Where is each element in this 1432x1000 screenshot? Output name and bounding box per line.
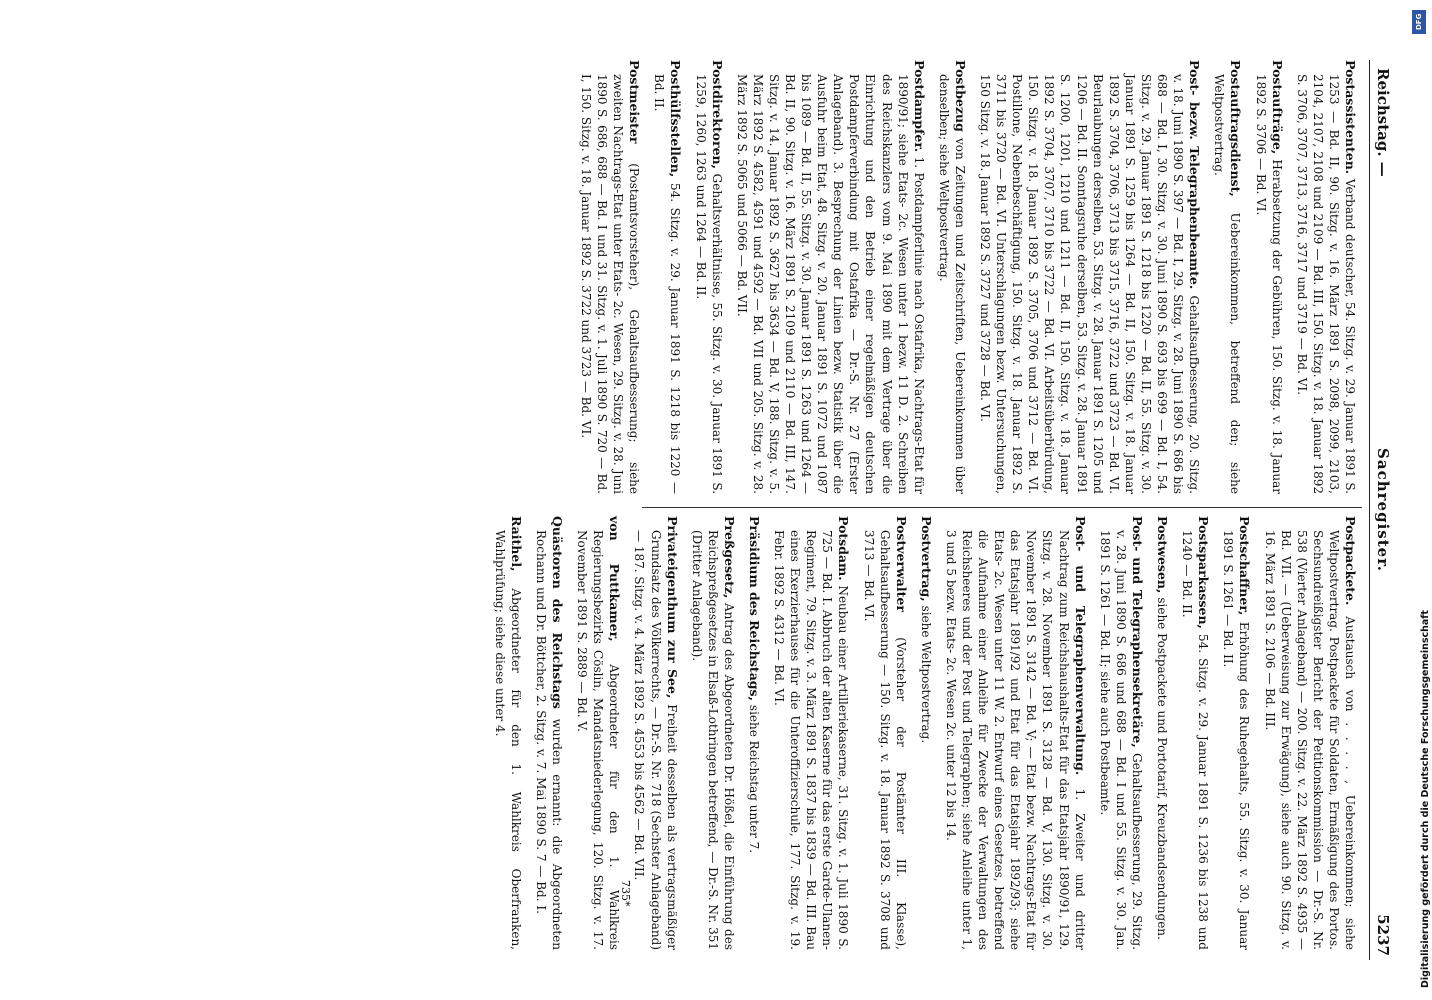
entry-heading: Postbezug [952, 60, 968, 132]
header-title: Sachregister. [1374, 448, 1392, 572]
entry-heading: Postpackete. [1343, 516, 1358, 606]
entry-text: Gehaltsverhältnisse, 55. Sitzg. v. 30. Januar 1891 S. 1259, 1260, 1263 und 1264 — Bd. II. [693, 74, 724, 495]
entry-text: siehe Postpackete und Portotarif, Kreuzbandsendungen. [1155, 597, 1170, 940]
register-entry [860, 516, 908, 950]
entry-text: Erhöhung des Ruhegehalts, 55. Sitzg. v. 30. Januar 1891 S. 1261 — Bd. II. [1221, 530, 1252, 950]
entry-text: Freiheit desselben als vertragsmäßiger Grundsatz des Völkerrechts, — Dr.-S. Nr. 718 (Sechster Anlageband) — 187. Sitzg. v. 4. März 1892 S. 4553 bis 4562 — Bd. VII. [632, 530, 679, 950]
entry-heading: Potsdam. [836, 516, 852, 581]
dfg-logo: DFG [1412, 10, 1426, 34]
entry-text: Antrag des Abgeordneten Dr. Hößel, die Einführung des Reichspreßgesetzes in Elsaß-Lothringen betreffend, — Dr.-S. Nr. 351 (Dritter Anlageband). [689, 530, 736, 950]
register-entry [631, 516, 679, 950]
entry-heading: Postvertrag, [918, 516, 934, 602]
entry-text: (Vorsteher der Postämter III. Klasse), Gehaltsaufbesserung — 150. Sitzg. v. 18. Januar 1892 S. 3708 und 3713 — Bd. VI. [861, 530, 908, 950]
entry-text: Gehaltsaufbesserung, 20. Sitzg. v. 18. Juni 1890 S. 397 — Bd. I, 29. Sitzg. v. 28. Juni 1890 S. 686 bis 688 — Bd. I, 30. Sitzg. v. 30. Juni 1890 S. 693 bis 699 — Bd. I, 54. Sitzg. v. 29. Januar 1891 S. 1218 bis 1220 — Bd. II, 55. Sitzg. v. 30. Januar 1891 S. 1259 bis 1264 — Bd. II, 150. Sitzg. v. 18. Januar 1892 S. 3704, 3706, 3713 bis 3715, 3716, 3722 und 3723 — Bd. VI. Beurlaubungen derselben, 53. Sitzg. v. 28. Januar 1891 S. 1205 und 1206 — Bd. II. Sonntagsruhe derselben, 53. Sitzg. v. 28. Januar 1891 S. 1200, 1201, 1210 und 1211 — Bd. II, 150. Sitzg. v. 18. Januar 1892 S. 3704, 3707, 3710 bis 3722 — Bd. VI. Arbeitsüberbürdung, 150. Sitzg. v. 18. Januar 1892 S. 3705, 3706 und 3712 — Bd. VI. Postillone, Nebenbeschäftigung, 150. Sitzg. v. 18. Januar 1892 S. 3711 bis 3720 — Bd. VI. Unterschlagungen bezw. Untersuchungen, 150 Sitzg. v. 18. Januar 1892 S. 3727 und 3728 — Bd. VI. [978, 74, 1202, 494]
entry-text: wurden ernannt: die Abgeordneten Rochann und Dr. Böttcher, 2. Sitzg. v. 7. Mai 1890 S. 7 — Bd. I. [533, 530, 565, 950]
register-entry [689, 516, 737, 950]
entry-heading: Postdirektoren, [709, 60, 725, 169]
left-column [569, 60, 1358, 494]
entry-heading: Postverwalter [893, 516, 909, 612]
entry-text: siehe Reichstag unter 7. [747, 704, 761, 854]
entry-heading: Postmeister [627, 60, 643, 144]
register-sheet [52, 60, 1392, 960]
entry-heading: Post- und Telegraphenverwaltung. [1072, 516, 1088, 776]
entry-text: Gehaltsaufbesserung, 29. Sitzg. v. 28. Juni 1890 S. 686 und 688 — Bd. I und 55. Sitzg. v. 30. Jan. 1891 S. 1261 — Bd. II; siehe auch Postbeamte. [1097, 530, 1144, 950]
entry-heading: von Puttkamer, [607, 516, 623, 642]
page-number: 5237 [1374, 914, 1392, 956]
entry-heading: Posthülfsstellen, [668, 60, 684, 178]
register-entry [651, 60, 683, 494]
entry-heading: Preßgesetz, [721, 516, 737, 599]
entry-heading: Postwesen, [1155, 516, 1171, 594]
entry-text: Abgeordneter für den 1. Wahlkreis Regierungsbezirks Cöslin, Mandatsniederlegung, 120. Sitzg. v. 17. November 1891 S. 2889 — Bd. V. [575, 530, 622, 950]
entry-text: Abgeordneter für den 1. Wahlkreis Oberfranken, Wahlprüfung; siehe diese unter 4. [492, 530, 523, 950]
register-entry [692, 60, 724, 494]
entry-heading: Postassistenten. [1343, 60, 1358, 175]
register-entry [936, 60, 968, 494]
header-left: Reichstag. — [1374, 68, 1392, 177]
entry-text: (Postamtsvorsteher), Gehaltsaufbesserung; siehe zweiten Nachtrags-Etat unter Etats- 2c. Wesen, 29. Sitzg. v. 28. Juni 1890 S. 686, 688 — Bd. I und 31. Sitzg. v. 1. Juli 1890 S. 720 — Bd. I, 150. Sitzg. v. 18. Januar 1892 S. 3722 und 3723 — Bd. VI. [578, 74, 642, 494]
register-entry [492, 516, 524, 950]
entry-text: Herabsetzung der Gebühren, 150. Sitzg. v. 18. Januar 1892 S. 3706 — Bd. VI. [1253, 74, 1284, 494]
column-divider [642, 507, 1362, 508]
register-entry [1252, 60, 1284, 494]
register-entry [918, 516, 934, 950]
entry-heading: Präsidium des Reichstags, [747, 516, 762, 701]
entry-text: siehe Weltpostvertrag. [918, 605, 933, 744]
entry-heading: Post- bezw. Telegraphenbeamte. [1187, 60, 1203, 290]
digitization-credit: Digitalisierung gefördert durch die Deutsche Forschungsgemeinschaft [1420, 610, 1431, 988]
register-entry [1261, 516, 1358, 950]
entry-text: 54. Sitzg. v. 29. Januar 1891 S. 1236 bis 1238 und 1240 — Bd. II. [1180, 530, 1211, 950]
register-entry [533, 516, 565, 950]
entry-heading: Privateigenthum zur See, [664, 516, 680, 699]
register-entry [943, 516, 1088, 950]
register-entry [574, 516, 622, 950]
entry-text: 1. Postdampferlinie nach Ostafrika, Nachtrags-Etat für 1890/91; siehe Etats- 2c. Wesen unter 1 bezw. 11 D. 2. Schreiben des Reichskanzlers vom 9. Mai 1890 mit dem Vertrage über die Einrichtung und den Betrieb einer regelmäßigen deutschen Postdampferverbindung mit Ostafrika — Dr.-S. Nr. 27 (Erster Anlageband). 3. Besprechung der Linien bezw. Statistik über die Ausfuhr beim Etat, 48. Sitzg. v. 20. Januar 1891 S. 1072 und 1087 bis 1089 — Bd. II, 55. Sitzg. v. 30. Januar 1891 S. 1263 und 1264 — Bd. II, 90. Sitzg. v. 16. März 1891 S. 2109 und 2110 — Bd. III, 147. Sitzg. v. 14. Januar 1892 S. 3627 bis 3634 — Bd. V, 188. Sitzg. v. 5. März 1892 S. 4582, 4591 und 4592 — Bd. VII und 205. Sitzg. v. 28. März 1892 S. 5065 und 5066 — Bd. VII. [734, 74, 926, 494]
register-entry [977, 60, 1202, 494]
page-header [1369, 60, 1392, 960]
register-entry [578, 60, 642, 494]
entry-text: von Zeitungen und Zeitschriften, Uebereinkommen über denselben; siehe Weltpostvertrag. [936, 74, 967, 494]
register-entry [1097, 516, 1145, 950]
entry-heading: Postauftragsdienst, [1228, 60, 1244, 197]
entry-text: 54. Sitzg. v. 29. Januar 1891 S. 1218 bis 1220 — Bd. II. [652, 74, 683, 494]
sidebar-credit [1408, 8, 1431, 992]
register-entry [1211, 60, 1243, 494]
register-entry [734, 60, 927, 494]
footnote-mark: 735* [619, 880, 632, 907]
entry-heading: Post- und Telegraphensekretäre, [1129, 516, 1145, 748]
register-entry [1154, 516, 1170, 950]
entry-text: Austausch von . . . . , Uebereinkommen; siehe Weltpostvertrag. Postpackete für Soldaten, Ermäßigung des Portos. Sechsundreißigster Bericht der Petitionskommission — Dr.-S. Nr. 538 (Vierter Anlageband) — 200. Sitzg. v. 22. März 1892 S. 4935 — Bd. VII. — (Ueberweisung zur Erwägung), siehe auch 90. Sitzg. v. 16. März 1891 S. 2106 — Bd. III. [1262, 530, 1357, 950]
register-entry [1294, 60, 1358, 494]
register-entry [1179, 516, 1211, 950]
entry-text: Uebereinkommen, betreffend den; siehe Weltpostvertrag. [1212, 74, 1243, 494]
register-entry [1220, 516, 1252, 950]
entry-text: Verband deutscher, 54. Sitzg. v. 29. Januar 1891 S. 1253 — Bd. II, 90. Sitzg. v. 16. März 1891 S. 2098, 2099, 2103, 2104, 2107, 2108 und 2109 — Bd. III, 150. Sitzg. v. 18. Januar 1892 S. 3706, 3707, 3713, 3716, 3717 und 3719 — Bd. VI. [1294, 74, 1357, 494]
entry-heading: Postaufträge, [1269, 60, 1285, 155]
entry-heading: Postsparkassen, [1196, 516, 1212, 629]
entry-heading: Postschaffner, [1237, 516, 1253, 616]
entry-text: Neubau einer Artilleriekaserne, 31. Sitzg. v. 1. Juli 1890 S. 725 — Bd. I. Abbruch der alten Kaserne für das erste Garde-Ulanen-Regiment, 79. Sitzg. v. 3. März 1891 S. 1837 bis 1839 — Bd. III. Bau eines Exerzierhauses für die Unteroffizierschule, 177. Sitzg. v. 19. Febr. 1892 S. 4312 — Bd. VI. [772, 530, 851, 950]
register-entry [771, 516, 851, 950]
right-column [483, 516, 1358, 950]
entry-heading: Quästoren des Reichstags [550, 516, 566, 709]
register-entry [746, 516, 762, 950]
entry-text: 1. Zweiter und dritter Nachtrag zum Reichshaushalts-Etat für das Etatsjahr 1890/91, 129. Sitzg. v. 28. November 1891 S. 3128 — Bd. V, 130. Sitzg. v. 30. November 1891 S. 3142 — Bd. V; — Etat bezw. Nachtrags-Etat für das Etatsjahr 1891/92 und Etat für das Etatsjahr 1892/93; siehe Etats- 2c. Wesen unter 11 W. 2. Entwurf eines Gesetzes, betreffend die Aufnahme einer Anleihe für Zwecke der Verwaltungen des Reichsheeres und der Post und Telegraphen; siehe Anleihe unter 1, 3 und 5 bezw. Etats- 2c. Wesen 2c. unter 12 bis 14. [943, 530, 1087, 950]
entry-heading: Postdampfer. [911, 60, 927, 153]
entry-heading: Raithel, [508, 516, 524, 572]
